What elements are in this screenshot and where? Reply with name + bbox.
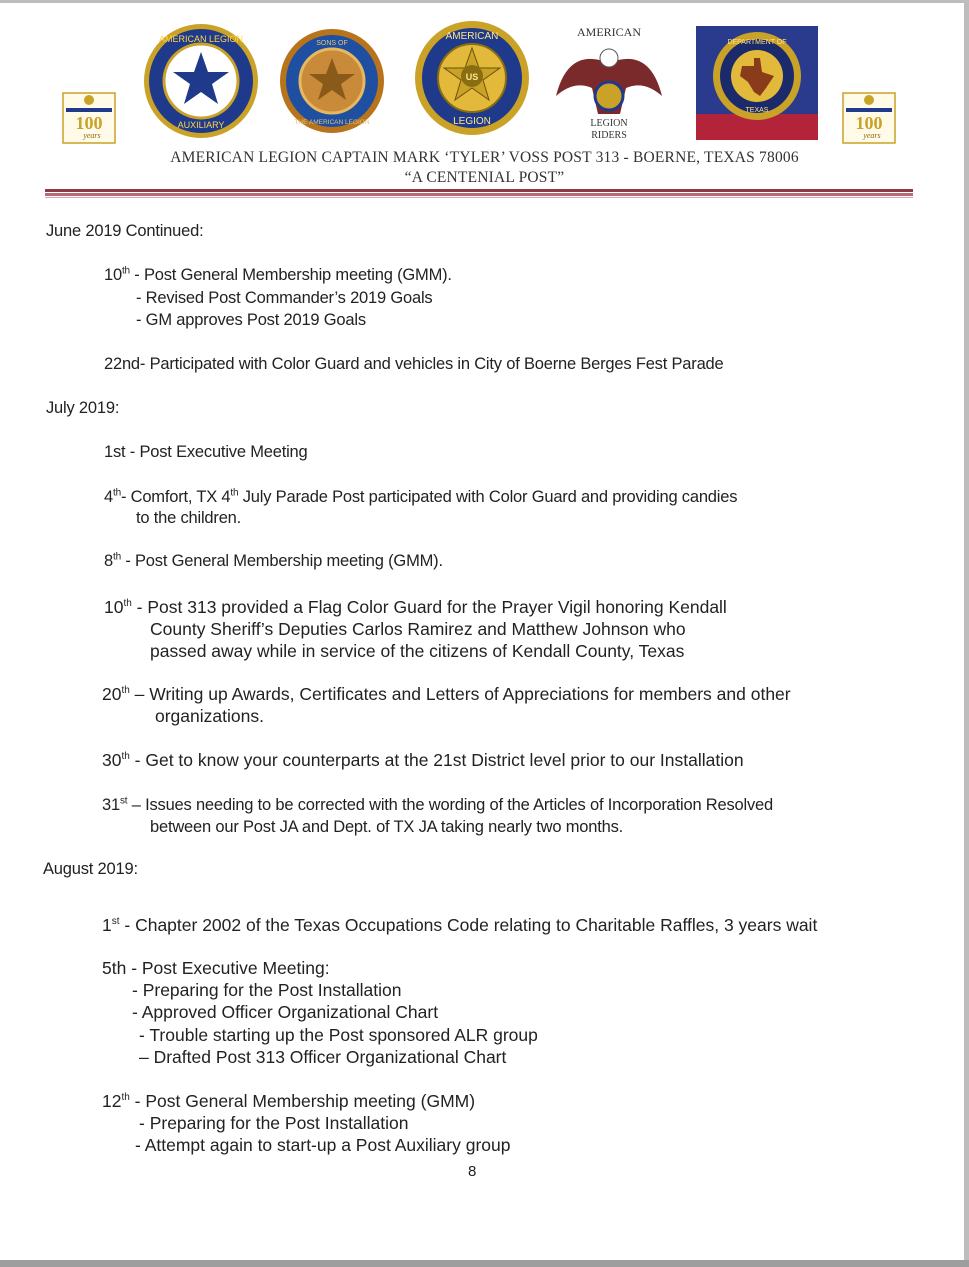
july-entry-4th-cont: to the children. <box>136 509 242 527</box>
section-heading-july: July 2019: <box>46 399 120 417</box>
july-entry-20th-cont: organizations. <box>155 706 264 726</box>
svg-text:years: years <box>83 131 101 140</box>
centennial-badge-right-icon <box>842 92 896 149</box>
sons-of-the-american-legion-emblem-icon <box>278 28 386 139</box>
june-entry-22nd: 22nd- Participated with Color Guard and vehicles in City of Boerne Berges Fest Parade <box>104 355 724 373</box>
page-number: 8 <box>468 1163 477 1180</box>
august-entry-5th-sub3: - Trouble starting up the Post sponsored ALR group <box>139 1025 538 1045</box>
svg-text:LEGION: LEGION <box>590 118 628 129</box>
section-heading-june: June 2019 Continued: <box>46 222 204 240</box>
august-entry-12th: 12th - Post General Membership meeting (GMM) <box>102 1091 476 1111</box>
svg-text:LEGION: LEGION <box>453 116 491 127</box>
july-entry-10th-cont1: County Sheriff’s Deputies Carlos Ramirez and Matthew Johnson who <box>150 619 686 639</box>
july-entry-10th-cont2: passed away while in service of the citizens of Kendall County, Texas <box>150 641 685 661</box>
june-entry-10th-sub2: - GM approves Post 2019 Goals <box>136 311 366 329</box>
svg-text:AUXILIARY: AUXILIARY <box>177 120 225 130</box>
legion-riders-eagle-icon <box>548 18 670 147</box>
july-entry-30th: 30th - Get to know your counterparts at the 21st District level prior to our Installation <box>102 750 744 770</box>
header-divider <box>45 189 913 192</box>
august-entry-5th-sub4: – Drafted Post 313 Officer Organizational Chart <box>139 1047 507 1067</box>
july-entry-10th: 10th - Post 313 provided a Flag Color Guard for the Prayer Vigil honoring Kendall <box>104 597 727 617</box>
august-entry-5th: 5th - Post Executive Meeting: <box>102 958 330 978</box>
june-entry-10th-sub1: - Revised Post Commander’s 2019 Goals <box>136 289 433 307</box>
letterhead-subtitle: “A CENTENIAL POST” <box>404 169 565 186</box>
american-legion-emblem-icon <box>412 20 532 141</box>
svg-text:SONS OF: SONS OF <box>316 40 348 47</box>
svg-text:DEPARTMENT OF: DEPARTMENT OF <box>727 39 787 46</box>
department-of-texas-emblem-icon <box>696 26 818 145</box>
july-entry-4th: 4th- Comfort, TX 4th July Parade Post participated with Color Guard and providing candies <box>104 487 738 506</box>
section-heading-august: August 2019: <box>43 860 138 878</box>
centennial-badge-left-icon <box>62 92 116 149</box>
svg-text:THE AMERICAN LEGION: THE AMERICAN LEGION <box>294 119 370 126</box>
svg-text:US: US <box>465 72 479 82</box>
august-entry-1st: 1st - Chapter 2002 of the Texas Occupations Code relating to Charitable Raffles, 3 years wait <box>102 915 818 935</box>
august-entry-5th-sub1: - Preparing for the Post Installation <box>132 980 402 1000</box>
august-entry-12th-sub2: - Attempt again to start-up a Post Auxiliary group <box>135 1135 511 1155</box>
header-divider-mid <box>45 193 913 196</box>
svg-text:AMERICAN: AMERICAN <box>576 25 642 39</box>
svg-text:100: 100 <box>75 113 103 133</box>
svg-text:years: years <box>863 131 881 140</box>
scan-edge-top <box>0 0 969 3</box>
scan-edge-bottom <box>0 1260 969 1267</box>
svg-text:100: 100 <box>855 113 883 133</box>
july-entry-1st: 1st - Post Executive Meeting <box>104 443 308 461</box>
legion-auxiliary-emblem-icon <box>140 22 262 145</box>
svg-text:RIDERS: RIDERS <box>591 130 627 141</box>
july-entry-8th: 8th - Post General Membership meeting (GMM). <box>104 551 443 570</box>
svg-text:AMERICAN: AMERICAN <box>445 31 499 42</box>
svg-text:AMERICAN LEGION: AMERICAN LEGION <box>158 34 244 44</box>
august-entry-12th-sub1: - Preparing for the Post Installation <box>139 1113 409 1133</box>
letterhead-title: AMERICAN LEGION CAPTAIN MARK ‘TYLER’ VOSS POST 313 - BOERNE, TEXAS 78006 <box>170 149 799 166</box>
header-divider-light <box>45 197 913 198</box>
july-entry-31st: 31st – Issues needing to be corrected with the wording of the Articles of Incorporation Resolved <box>102 795 773 814</box>
svg-text:TEXAS: TEXAS <box>745 107 769 114</box>
june-entry-10th: 10th - Post General Membership meeting (GMM). <box>104 265 452 284</box>
july-entry-31st-cont: between our Post JA and Dept. of TX JA taking nearly two months. <box>150 818 623 836</box>
scan-edge-right <box>964 0 969 1267</box>
august-entry-5th-sub2: - Approved Officer Organizational Chart <box>132 1002 439 1022</box>
july-entry-20th: 20th – Writing up Awards, Certificates and Letters of Appreciations for members and other <box>102 684 791 704</box>
